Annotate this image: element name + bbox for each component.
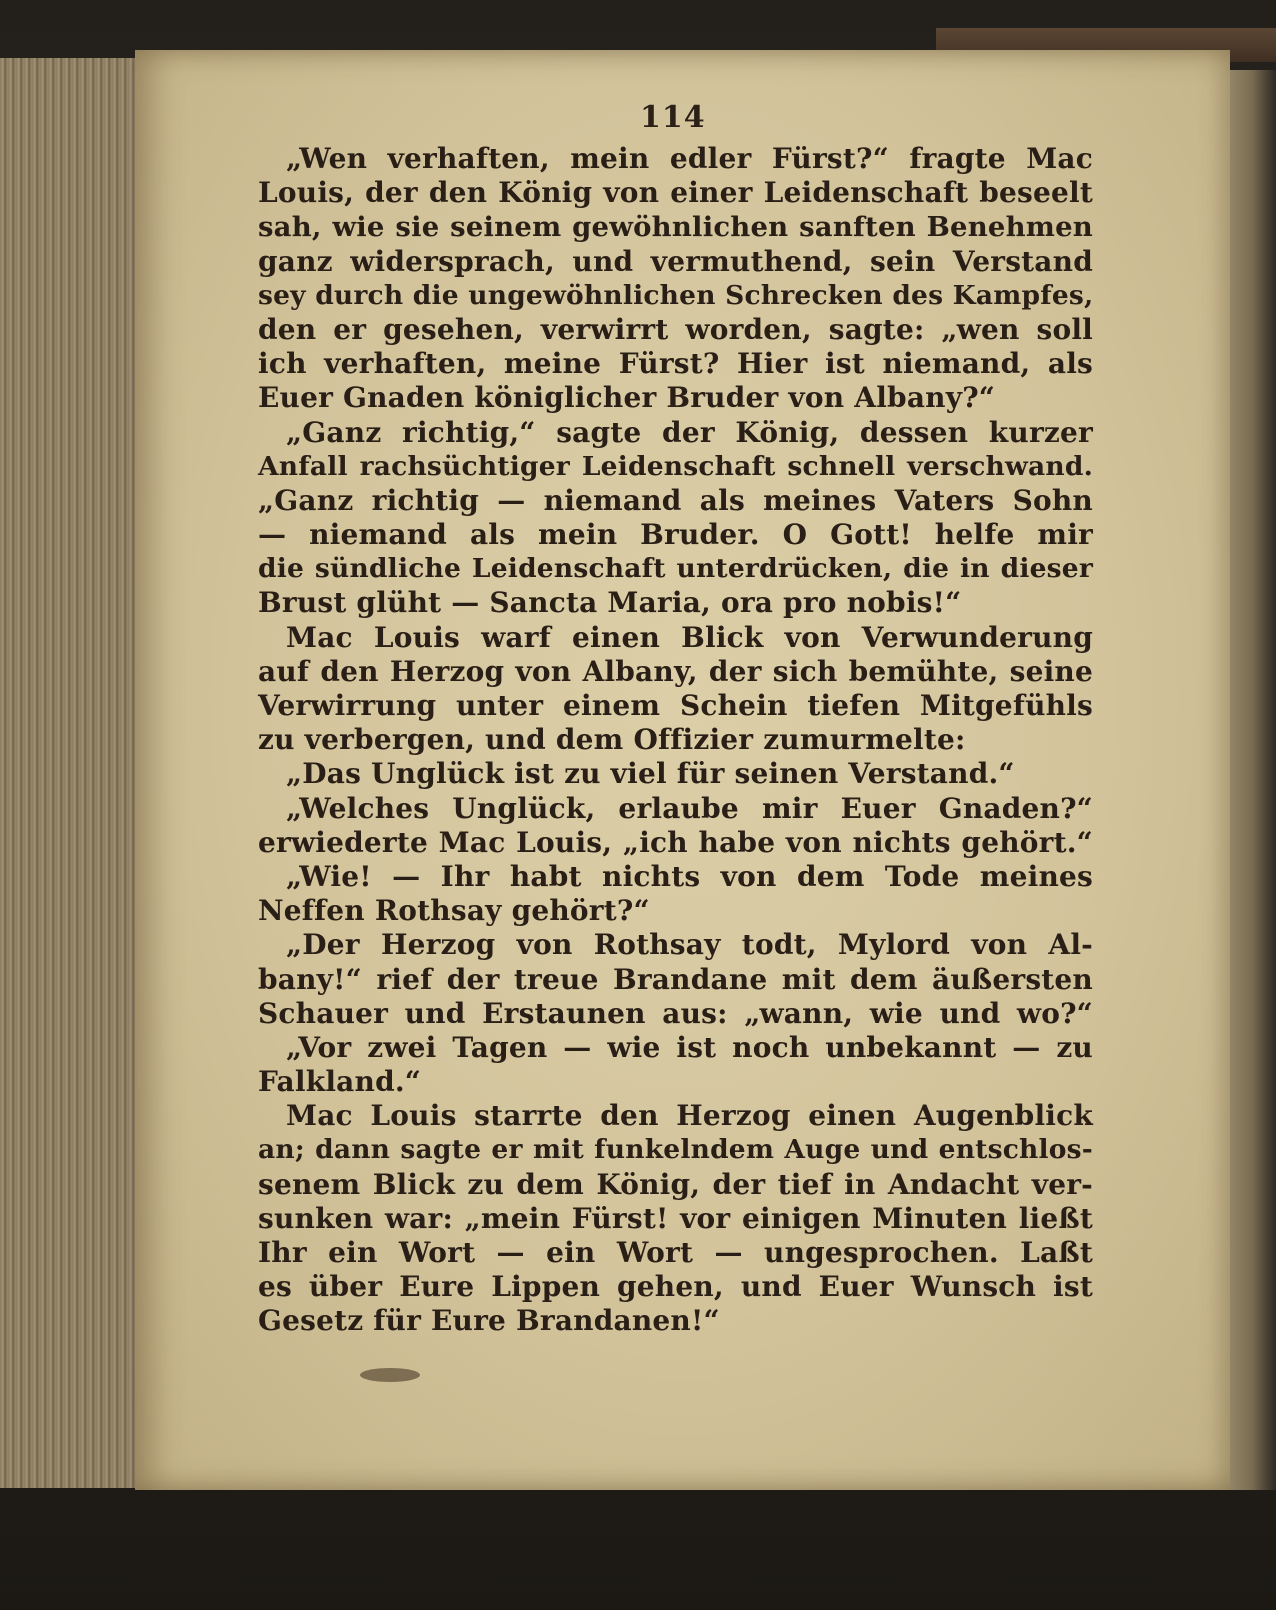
page-stack-left (0, 58, 143, 1488)
text-line: sunken war: „mein Fürst! vor einigen Minuten ließt (258, 1201, 1093, 1235)
text-line: Neffen Rothsay gehört?“ (258, 894, 650, 928)
text-line: Ihr ein Wort — ein Wort — ungesprochen. Laßt (258, 1236, 1093, 1269)
text-line: „Wen verhaften, mein edler Fürst?“ fragte Mac (286, 142, 1093, 175)
text-line: erwiederte Mac Louis, „ich habe von nichts gehört.“ (258, 825, 1093, 859)
text-line: „Der Herzog von Rothsay todt, Mylord von Al- (286, 928, 1093, 962)
text-line: Verwirrung unter einem Schein tiefen Mitgefühls (258, 689, 1093, 722)
ink-smudge (360, 1368, 420, 1382)
text-line: senem Blick zu dem König, der tief in Andacht ver- (258, 1167, 1093, 1201)
text-line: bany!“ rief der treue Brandane mit dem äußersten (258, 962, 1093, 996)
text-line: ganz widersprach, und vermuthend, sein Verstand (258, 244, 1093, 278)
text-line: auf den Herzog von Albany, der sich bemühte, seine (258, 654, 1093, 688)
text-line: sah, wie sie seinem gewöhnlichen sanften Benehmen (258, 211, 1093, 244)
text-line: an; dann sagte er mit funkelndem Auge und entschlos- (258, 1134, 1093, 1166)
text-line: Brust glüht — Sancta Maria, ora pro nobis!“ (258, 586, 962, 620)
text-line: Schauer und Erstaunen aus: „wann, wie und wo?“ (258, 996, 1093, 1030)
text-line: „Vor zwei Tagen — wie ist noch unbekannt — zu (286, 1030, 1093, 1064)
text-line: Euer Gnaden königlicher Bruder von Albany?“ (258, 381, 996, 415)
text-line: „Das Unglück ist zu viel für seinen Verstand.“ (286, 757, 1015, 791)
text-line: ich verhaften, meine Fürst? Hier ist niemand, als (258, 347, 1093, 381)
text-line: Mac Louis warf einen Blick von Verwunderung (286, 620, 1093, 654)
text-line: Anfall rachsüchtiger Leidenschaft schnell verschwand. (258, 450, 1093, 482)
text-line: „Ganz richtig — niemand als meines Vaters Sohn (258, 483, 1093, 517)
text-line: — niemand als mein Bruder. O Gott! helfe mir (258, 518, 1093, 552)
text-line: Mac Louis starrte den Herzog einen Augenblick (286, 1099, 1093, 1133)
text-line: „Wie! — Ihr habt nichts von dem Tode meines (286, 859, 1093, 893)
text-line: zu verbergen, und dem Offizier zumurmelte: (258, 723, 966, 757)
text-line: „Ganz richtig,“ sagte der König, dessen kurzer (286, 415, 1093, 449)
text-line: Gesetz für Eure Brandanen!“ (258, 1304, 720, 1338)
text-line: „Welches Unglück, erlaube mir Euer Gnaden?“ (286, 791, 1093, 825)
text-line: die sündliche Leidenschaft unterdrücken, die in dieser (258, 553, 1093, 585)
page-number: 114 (640, 100, 706, 135)
body-text (258, 142, 1093, 1339)
text-line: Louis, der den König von einer Leidenschaft beseelt (258, 176, 1093, 210)
text-line: sey durch die ungewöhnlichen Schrecken des Kampfes, (258, 279, 1094, 311)
text-line: den er gesehen, verwirrt worden, sagte: „wen soll (258, 312, 1093, 346)
text-line: es über Eure Lippen gehen, und Euer Wunsch ist (258, 1270, 1093, 1304)
text-line: Falkland.“ (258, 1065, 422, 1099)
